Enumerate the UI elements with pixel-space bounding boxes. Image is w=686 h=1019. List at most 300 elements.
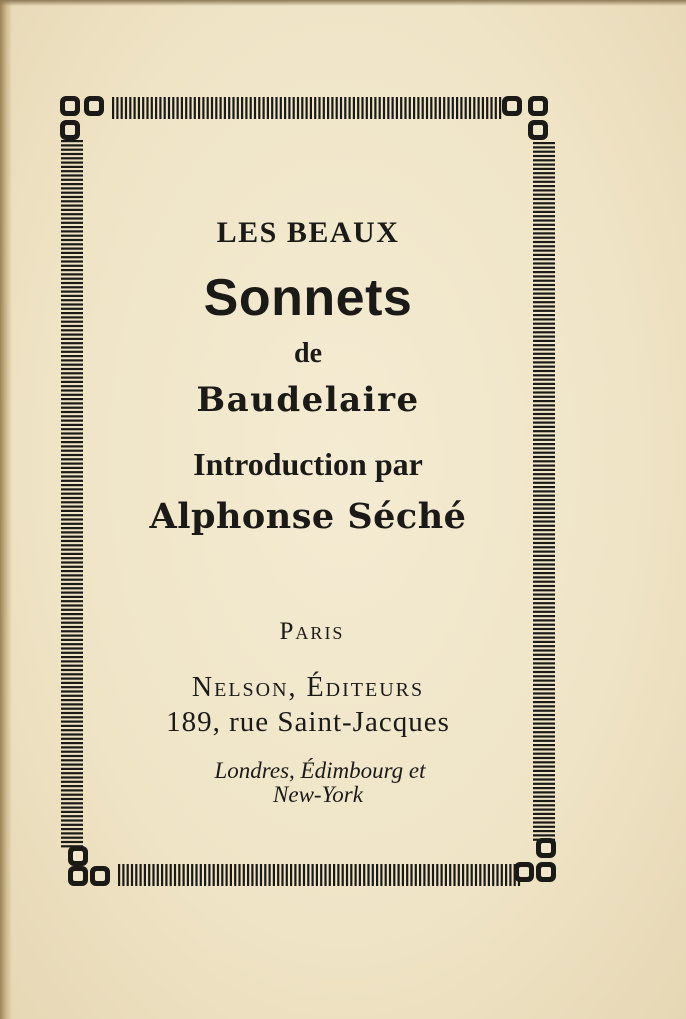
left-border-tick [61,596,83,598]
left-border-tick [61,746,83,748]
book-title: Sonnets [203,269,413,327]
top-border-tick [370,97,372,119]
bottom-border-tick [342,864,344,886]
left-border-tick [61,540,83,542]
top-border-tick [164,97,166,119]
left-border-tick [61,260,83,262]
right-border-tick [533,606,555,608]
left-border-tick [61,377,83,379]
publisher-address: 189, rue Saint-Jacques [166,706,450,738]
right-border-tick [533,490,555,492]
top-border-tick [353,97,355,119]
left-border-tick [61,209,83,211]
left-border-tick [61,819,83,821]
right-border-tick [533,809,555,811]
right-border-tick [533,667,555,669]
left-border-tick [61,484,83,486]
left-border-tick [61,811,83,813]
bottom-border-tick [385,864,387,886]
bottom-border-tick [466,864,468,886]
ring-ornament-hole [533,101,543,111]
left-border-tick [61,437,83,439]
right-border-tick [533,176,555,178]
top-border-tick [138,97,140,119]
left-border-tick [61,549,83,551]
bottom-border-tick [505,864,507,886]
bottom-border-tick [449,864,451,886]
left-border-tick [61,583,83,585]
ring-ornament-hole [533,125,543,135]
bottom-border-tick [398,864,400,886]
top-border-tick [288,97,290,119]
bottom-border-tick [376,864,378,886]
bottom-border-tick [299,864,301,886]
right-border-tick [533,817,555,819]
right-border-tick [533,430,555,432]
left-border-tick [61,205,83,207]
bottom-border-tick [402,864,404,886]
other-cities-line-2: New-York [273,782,363,807]
top-border-tick [460,97,462,119]
right-border-tick [533,662,555,664]
top-border-tick [469,97,471,119]
right-border-tick [533,572,555,574]
bottom-border-tick [367,864,369,886]
top-border-tick [211,97,213,119]
right-border-tick [533,434,555,436]
title-preposition: de [294,338,322,369]
bottom-border-tick [135,864,137,886]
top-border-tick [121,97,123,119]
right-border-tick [533,254,555,256]
top-border-tick [392,97,394,119]
bottom-border-tick [355,864,357,886]
top-border-tick [146,97,148,119]
bottom-border-tick [131,864,133,886]
left-border-tick [61,329,83,331]
bottom-border-tick [217,864,219,886]
bottom-border-tick [428,864,430,886]
left-border-tick [61,600,83,602]
top-border-tick [314,97,316,119]
right-border-tick [533,598,555,600]
right-border-tick [533,172,555,174]
top-border-tick [478,97,480,119]
bottom-border-tick [492,864,494,886]
bottom-border-tick [226,864,228,886]
left-border-tick [61,256,83,258]
right-border-tick [533,159,555,161]
right-border-tick [533,813,555,815]
top-border-tick [245,97,247,119]
top-border-tick [198,97,200,119]
left-border-tick [61,144,83,146]
top-border-tick [168,97,170,119]
top-border-tick [435,97,437,119]
left-border-tick [61,815,83,817]
bottom-border-tick [475,864,477,886]
bottom-border-tick [251,864,253,886]
left-border-tick [61,265,83,267]
bottom-border-tick [432,864,434,886]
bottom-border-tick [221,864,223,886]
top-border-tick [125,97,127,119]
bottom-border-tick [118,864,120,886]
bottom-border-tick [423,864,425,886]
right-border-tick [533,168,555,170]
bottom-border-tick [453,864,455,886]
bottom-border-tick [281,864,283,886]
bottom-border-tick [496,864,498,886]
ring-ornament-hole [541,843,551,853]
right-border-tick [533,439,555,441]
right-border-tick [533,164,555,166]
left-border-tick [61,647,83,649]
bottom-border-tick [157,864,159,886]
left-border-tick [61,660,83,662]
bottom-border-tick [247,864,249,886]
left-border-tick [61,192,83,194]
right-border-tick [533,181,555,183]
top-border-tick [439,97,441,119]
left-border-tick [61,837,83,839]
left-border-tick [61,656,83,658]
top-border-tick [327,97,329,119]
top-border-tick [228,97,230,119]
right-border-tick [533,542,555,544]
top-border-tick [116,97,118,119]
top-border-tick [129,97,131,119]
right-border-tick [533,658,555,660]
top-border-tick [396,97,398,119]
publication-city: Paris [279,618,345,645]
bottom-border-tick [191,864,193,886]
right-border-tick [533,834,555,836]
top-border-tick [185,97,187,119]
right-border-tick [533,142,555,144]
top-border-tick [318,97,320,119]
left-border-tick [61,824,83,826]
ring-ornament-hole [65,125,75,135]
right-border-tick [533,602,555,604]
right-border-tick [533,594,555,596]
top-border-tick [430,97,432,119]
top-border-tick [284,97,286,119]
bottom-border-tick [148,864,150,886]
bottom-border-tick [144,864,146,886]
right-border-tick [533,370,555,372]
bottom-border-tick [312,864,314,886]
ring-ornament-hole [507,101,517,111]
bottom-border-tick [316,864,318,886]
right-border-tick [533,146,555,148]
top-border-tick [241,97,243,119]
right-border-tick [533,753,555,755]
top-border-tick [254,97,256,119]
top-border-tick [404,97,406,119]
bottom-border-tick [122,864,124,886]
top-border-tick [220,97,222,119]
right-border-tick [533,198,555,200]
bottom-border-tick [127,864,129,886]
top-border-tick [155,97,157,119]
left-border-tick [61,755,83,757]
right-border-tick [533,826,555,828]
bottom-border-tick [484,864,486,886]
bottom-border-tick [415,864,417,886]
bottom-border-tick [204,864,206,886]
bottom-border-tick [208,864,210,886]
top-border-tick [159,97,161,119]
bottom-border-tick [488,864,490,886]
bottom-border-tick [320,864,322,886]
top-border-tick [473,97,475,119]
right-border-tick [533,821,555,823]
top-border-tick [271,97,273,119]
bottom-border-tick [213,864,215,886]
top-border-tick [172,97,174,119]
left-border-tick [61,170,83,172]
left-border-tick [61,544,83,546]
bottom-border-tick [406,864,408,886]
top-border-tick [250,97,252,119]
bottom-border-tick [187,864,189,886]
left-border-tick [61,493,83,495]
bottom-border-tick [471,864,473,886]
top-border-tick [336,97,338,119]
right-border-tick [533,151,555,153]
left-border-tick [61,213,83,215]
bottom-border-tick [165,864,167,886]
publisher-name: Nelson, Éditeurs [191,672,425,703]
top-border-tick [310,97,312,119]
top-border-tick [340,97,342,119]
top-border-tick [387,97,389,119]
top-border-tick [297,97,299,119]
right-border-tick [533,194,555,196]
ring-ornament-hole [541,867,551,877]
left-border-tick [61,561,83,563]
right-border-tick [533,262,555,264]
bottom-border-tick [170,864,172,886]
left-border-tick [61,652,83,654]
introduction-author: Alphonse Séché [149,496,467,537]
other-cities-line-1: Londres, Édimbourg et [214,758,426,783]
left-border-tick [61,553,83,555]
ring-ornament-hole [65,101,75,111]
top-border-tick [112,97,114,119]
left-border-tick [61,742,83,744]
left-border-tick [61,372,83,374]
top-border-tick [361,97,363,119]
right-border-tick [533,585,555,587]
left-border-tick [61,432,83,434]
top-border-tick [142,97,144,119]
ring-ornament-hole [73,871,83,881]
left-border-tick [61,196,83,198]
bottom-border-tick [243,864,245,886]
ring-ornament-hole [89,101,99,111]
top-border-tick [486,97,488,119]
bottom-border-tick [501,864,503,886]
left-border-tick [61,488,83,490]
bottom-border-tick [200,864,202,886]
bottom-border-tick [161,864,163,886]
top-border-tick [490,97,492,119]
left-border-tick [61,665,83,667]
left-border-tick [61,613,83,615]
right-border-tick [533,744,555,746]
introduction-label: Introduction par [193,446,423,482]
top-border-tick [151,97,153,119]
ring-ornament-hole [519,867,529,877]
bottom-border-tick [509,864,511,886]
left-border-tick [61,166,83,168]
right-border-tick [533,422,555,424]
right-border-tick [533,189,555,191]
right-border-tick [533,654,555,656]
left-border-tick [61,587,83,589]
bottom-border-tick [230,864,232,886]
right-border-tick [533,555,555,557]
left-border-tick [61,140,83,142]
bottom-border-tick [359,864,361,886]
left-border-tick [61,570,83,572]
right-border-tick [533,568,555,570]
bottom-border-tick [436,864,438,886]
top-border-tick [323,97,325,119]
right-border-tick [533,211,555,213]
top-border-tick [207,97,209,119]
bottom-border-tick [273,864,275,886]
bottom-border-tick [140,864,142,886]
bottom-border-tick [372,864,374,886]
left-border-tick [61,609,83,611]
left-border-tick [61,579,83,581]
top-border-tick [447,97,449,119]
right-border-tick [533,830,555,832]
bottom-border-tick [286,864,288,886]
series-title: LES BEAUX [216,216,400,249]
right-border-tick [533,538,555,540]
bottom-border-tick [363,864,365,886]
top-border-tick [482,97,484,119]
author-name: Baudelaire [196,380,420,420]
top-border-tick [413,97,415,119]
right-border-tick [533,563,555,565]
ring-ornament-hole [73,851,83,861]
top-border-tick [366,97,368,119]
bottom-border-tick [174,864,176,886]
right-border-tick [533,611,555,613]
right-border-tick [533,615,555,617]
right-border-tick [533,740,555,742]
top-border-tick [275,97,277,119]
left-border-tick [61,841,83,843]
top-border-tick [215,97,217,119]
top-border-tick [189,97,191,119]
top-border-tick [224,97,226,119]
left-border-tick [61,252,83,254]
bottom-border-tick [152,864,154,886]
top-border-tick [280,97,282,119]
bottom-border-tick [290,864,292,886]
bottom-border-tick [178,864,180,886]
left-border-tick [61,334,83,336]
top-border-tick [306,97,308,119]
ring-ornament-hole [95,871,105,881]
bottom-border-tick [264,864,266,886]
top-border-tick [452,97,454,119]
left-border-tick [61,669,83,671]
left-border-tick [61,428,83,430]
bottom-border-tick [256,864,258,886]
bottom-border-tick [238,864,240,886]
bottom-border-tick [410,864,412,886]
bottom-border-tick [269,864,271,886]
left-border-tick [61,832,83,834]
right-border-tick [533,551,555,553]
right-border-tick [533,486,555,488]
bottom-border-tick [445,864,447,886]
top-border-tick [349,97,351,119]
top-border-tick [232,97,234,119]
right-border-tick [533,649,555,651]
right-border-tick [533,426,555,428]
left-border-tick [61,153,83,155]
top-border-tick [301,97,303,119]
left-border-tick [61,592,83,594]
top-border-tick [181,97,183,119]
bottom-border-tick [324,864,326,886]
left-border-tick [61,162,83,164]
bottom-border-tick [307,864,309,886]
left-border-tick [61,441,83,443]
bottom-border-tick [303,864,305,886]
top-border-tick [417,97,419,119]
left-border-tick [61,183,83,185]
right-border-tick [533,155,555,157]
bottom-border-tick [183,864,185,886]
right-border-tick [533,202,555,204]
top-border-tick [383,97,385,119]
bottom-border-tick [195,864,197,886]
right-border-tick [533,443,555,445]
left-border-tick [61,179,83,181]
top-border-tick [293,97,295,119]
right-border-tick [533,185,555,187]
left-border-tick [61,200,83,202]
top-border-tick [422,97,424,119]
top-border-tick [499,97,501,119]
left-border-tick [61,174,83,176]
left-border-tick [61,566,83,568]
bottom-border-tick [479,864,481,886]
left-border-tick [61,424,83,426]
top-border-tick [426,97,428,119]
right-border-tick [533,258,555,260]
left-border-tick [61,574,83,576]
bottom-border-tick [294,864,296,886]
right-border-tick [533,748,555,750]
bottom-border-tick [337,864,339,886]
left-border-tick [61,751,83,753]
bottom-border-tick [393,864,395,886]
right-border-tick [533,589,555,591]
left-border-tick [61,149,83,151]
bottom-border-tick [458,864,460,886]
right-border-tick [533,207,555,209]
